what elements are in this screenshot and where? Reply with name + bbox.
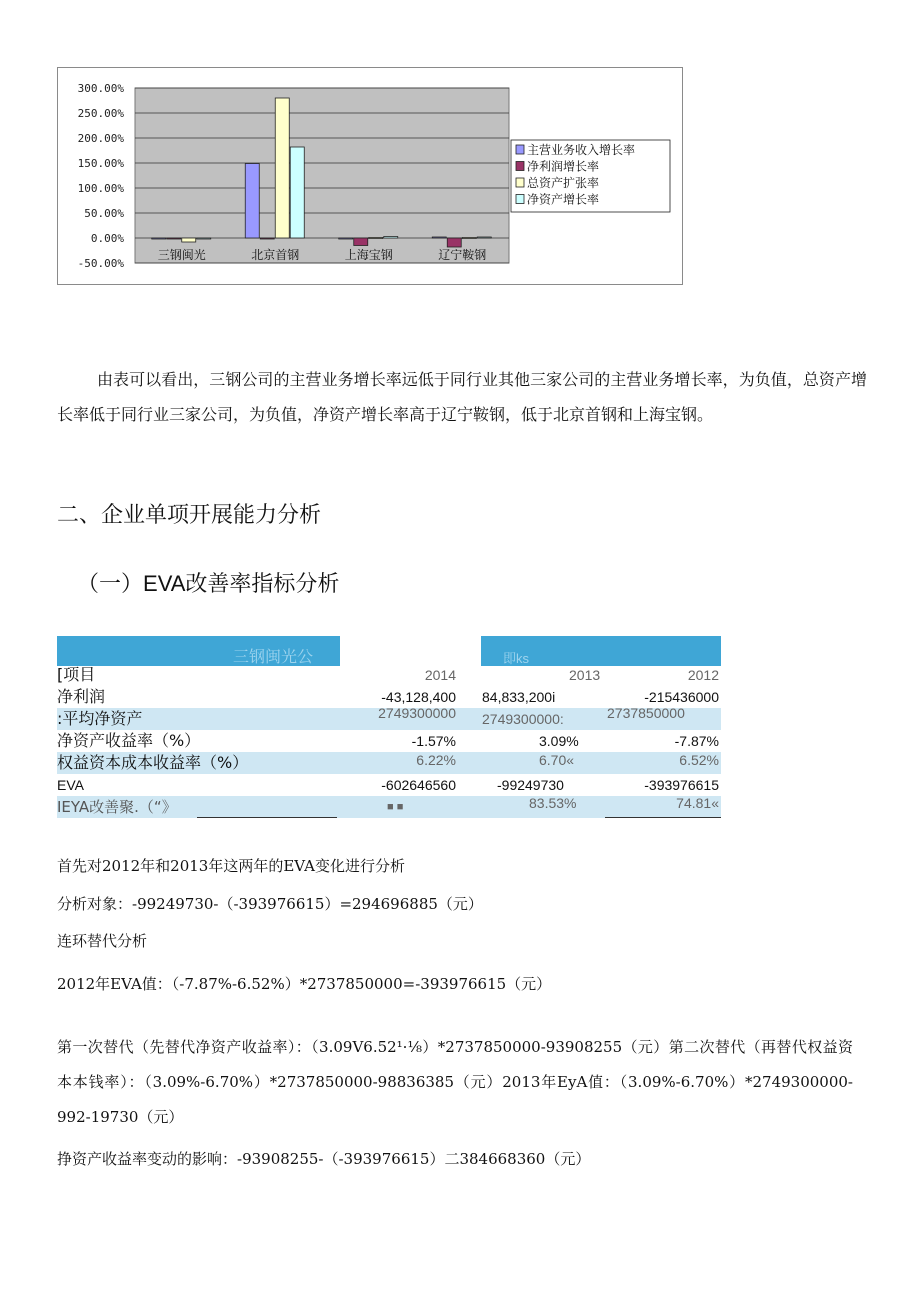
year-cell: 2014 (424, 667, 456, 683)
company-name: 三钢闽光公 (233, 647, 314, 666)
value-cell: -1.57% (411, 733, 456, 749)
value-cell: -7.87% (674, 733, 719, 749)
value-cell: 83.53% (529, 795, 577, 811)
legend-label: 主营业务收入增长率 (527, 143, 636, 157)
growth-rate-chart (57, 67, 683, 285)
y-tick-label: 50.00% (84, 207, 124, 220)
analysis-paragraph: 由表可以看出，三钢公司的主营业务增长率远低于同行业其他三家公司的主营业务增长率，为负值，总资产增长率低于同行业三家公司，为负值，净资产增长率高于辽宁鞍钢，低于北京首钢和上海宝钢。 (57, 370, 867, 424)
table-row (57, 730, 721, 752)
value-cell: 84,833,200i (482, 689, 556, 705)
bar (167, 238, 181, 239)
value-cell: 6.70« (539, 752, 575, 768)
row-label: 权益资本成本收益率（%） (57, 753, 249, 772)
bar (197, 238, 211, 239)
bar (354, 238, 368, 246)
year-cell: 2013 (569, 667, 601, 683)
method-label: 连环替代分析 (57, 932, 148, 950)
y-tick-label: 0.00% (90, 232, 124, 245)
row-label: :平均净资产 (57, 709, 143, 728)
header-right-text: 即ks (503, 651, 530, 666)
subsection-heading (77, 567, 339, 598)
bar (432, 237, 446, 238)
bar (369, 238, 383, 239)
bar (260, 238, 274, 239)
analysis-target: 分析对象：-99249730-（-393976615）=294696885（元） (57, 895, 483, 913)
value-cell: 3.09% (539, 733, 579, 749)
value-cell: 74.81« (676, 795, 719, 811)
category-label: 辽宁鞍钢 (438, 248, 487, 262)
bar (245, 164, 259, 239)
y-tick-label: -50.00% (77, 257, 124, 270)
table-header-right (481, 636, 721, 666)
legend-label: 净资产增长率 (527, 192, 600, 207)
legend-swatch (516, 195, 524, 204)
row-label: 净资产收益率（%） (57, 731, 201, 750)
category-label: 上海宝钢 (344, 248, 393, 262)
value-cell: -99249730 (497, 777, 564, 793)
heading-latin: EVA (143, 571, 186, 596)
value-cell: -602646560 (381, 777, 456, 793)
table-row (57, 796, 721, 818)
value-cell: 6.52% (679, 752, 719, 768)
table-underline (605, 817, 721, 818)
legend-label: 净利润增长率 (527, 159, 600, 174)
bar (477, 237, 491, 238)
legend-swatch (516, 178, 524, 187)
bar (384, 237, 398, 239)
row-label: [项目 (57, 665, 96, 684)
bar (152, 238, 166, 239)
y-tick-label: 250.00% (77, 107, 124, 120)
y-tick-label: 150.00% (77, 157, 124, 170)
value-cell: 2749300000 (378, 705, 456, 721)
bar (275, 98, 289, 238)
year-cell: 2012 (687, 667, 719, 683)
eva-table (57, 636, 721, 819)
substitution-paragraph: 第一次替代（先替代净资产收益率）：（3.09V6.52¹·⅛）*2737850000-93908255（元）第二次替代（再替代权益资本本钱率）：（3.09%-6.70%）*2737850000-98836385（元）2013年EyA值：（3.09%-6.70%）*2749300000-992-19730（元） (57, 1038, 853, 1126)
analysis-intro: 首先对2012年和2013年这两年的EVA变化进行分析 (57, 857, 405, 875)
eva-2012-formula: 2012年EVA值：（-7.87%-6.52%）*2737850000=-393976615（元） (57, 975, 552, 993)
roe-impact-line: 挣资产收益率变动的影响：-93908255-（-393976615）二384668360（元） (57, 1150, 591, 1168)
table-row (57, 664, 721, 686)
row-label: 净利润 (57, 687, 106, 706)
value-cell: -393976615 (644, 777, 719, 793)
plot-area (135, 88, 509, 263)
bar (339, 238, 353, 239)
chart-canvas (58, 68, 684, 286)
table-header-left (57, 636, 340, 666)
table-row (57, 705, 721, 730)
value-cell: ■ ■ (387, 801, 404, 813)
value-cell: 6.22% (416, 752, 456, 768)
value-cell: 2749300000: (482, 711, 564, 727)
legend-swatch (516, 162, 524, 171)
value-cell: 2737850000 (607, 705, 685, 721)
table-row (57, 752, 721, 774)
y-tick-label: 300.00% (77, 82, 124, 95)
legend-label: 总资产扩张率 (527, 176, 600, 190)
table-underline (197, 817, 337, 818)
value-cell: -43,128,400 (381, 689, 456, 705)
heading-prefix: （一） (77, 572, 144, 597)
row-label: IEYA改善聚.（“》 (57, 798, 177, 816)
y-tick-label: 200.00% (77, 132, 124, 145)
y-tick-label: 100.00% (77, 182, 124, 195)
section-heading: 二、企业单项开展能力分析 (57, 503, 322, 528)
value-cell: -215436000 (644, 689, 719, 705)
heading-suffix: 改善率指标分析 (185, 572, 340, 597)
table-row (57, 774, 721, 796)
bar (182, 238, 196, 242)
category-label: 三钢闽光 (157, 248, 206, 262)
bar (447, 238, 461, 247)
legend-swatch (516, 145, 524, 154)
category-label: 北京首钢 (251, 248, 300, 262)
row-label: EVA (57, 777, 84, 793)
bar (290, 147, 304, 238)
bar (462, 238, 476, 239)
